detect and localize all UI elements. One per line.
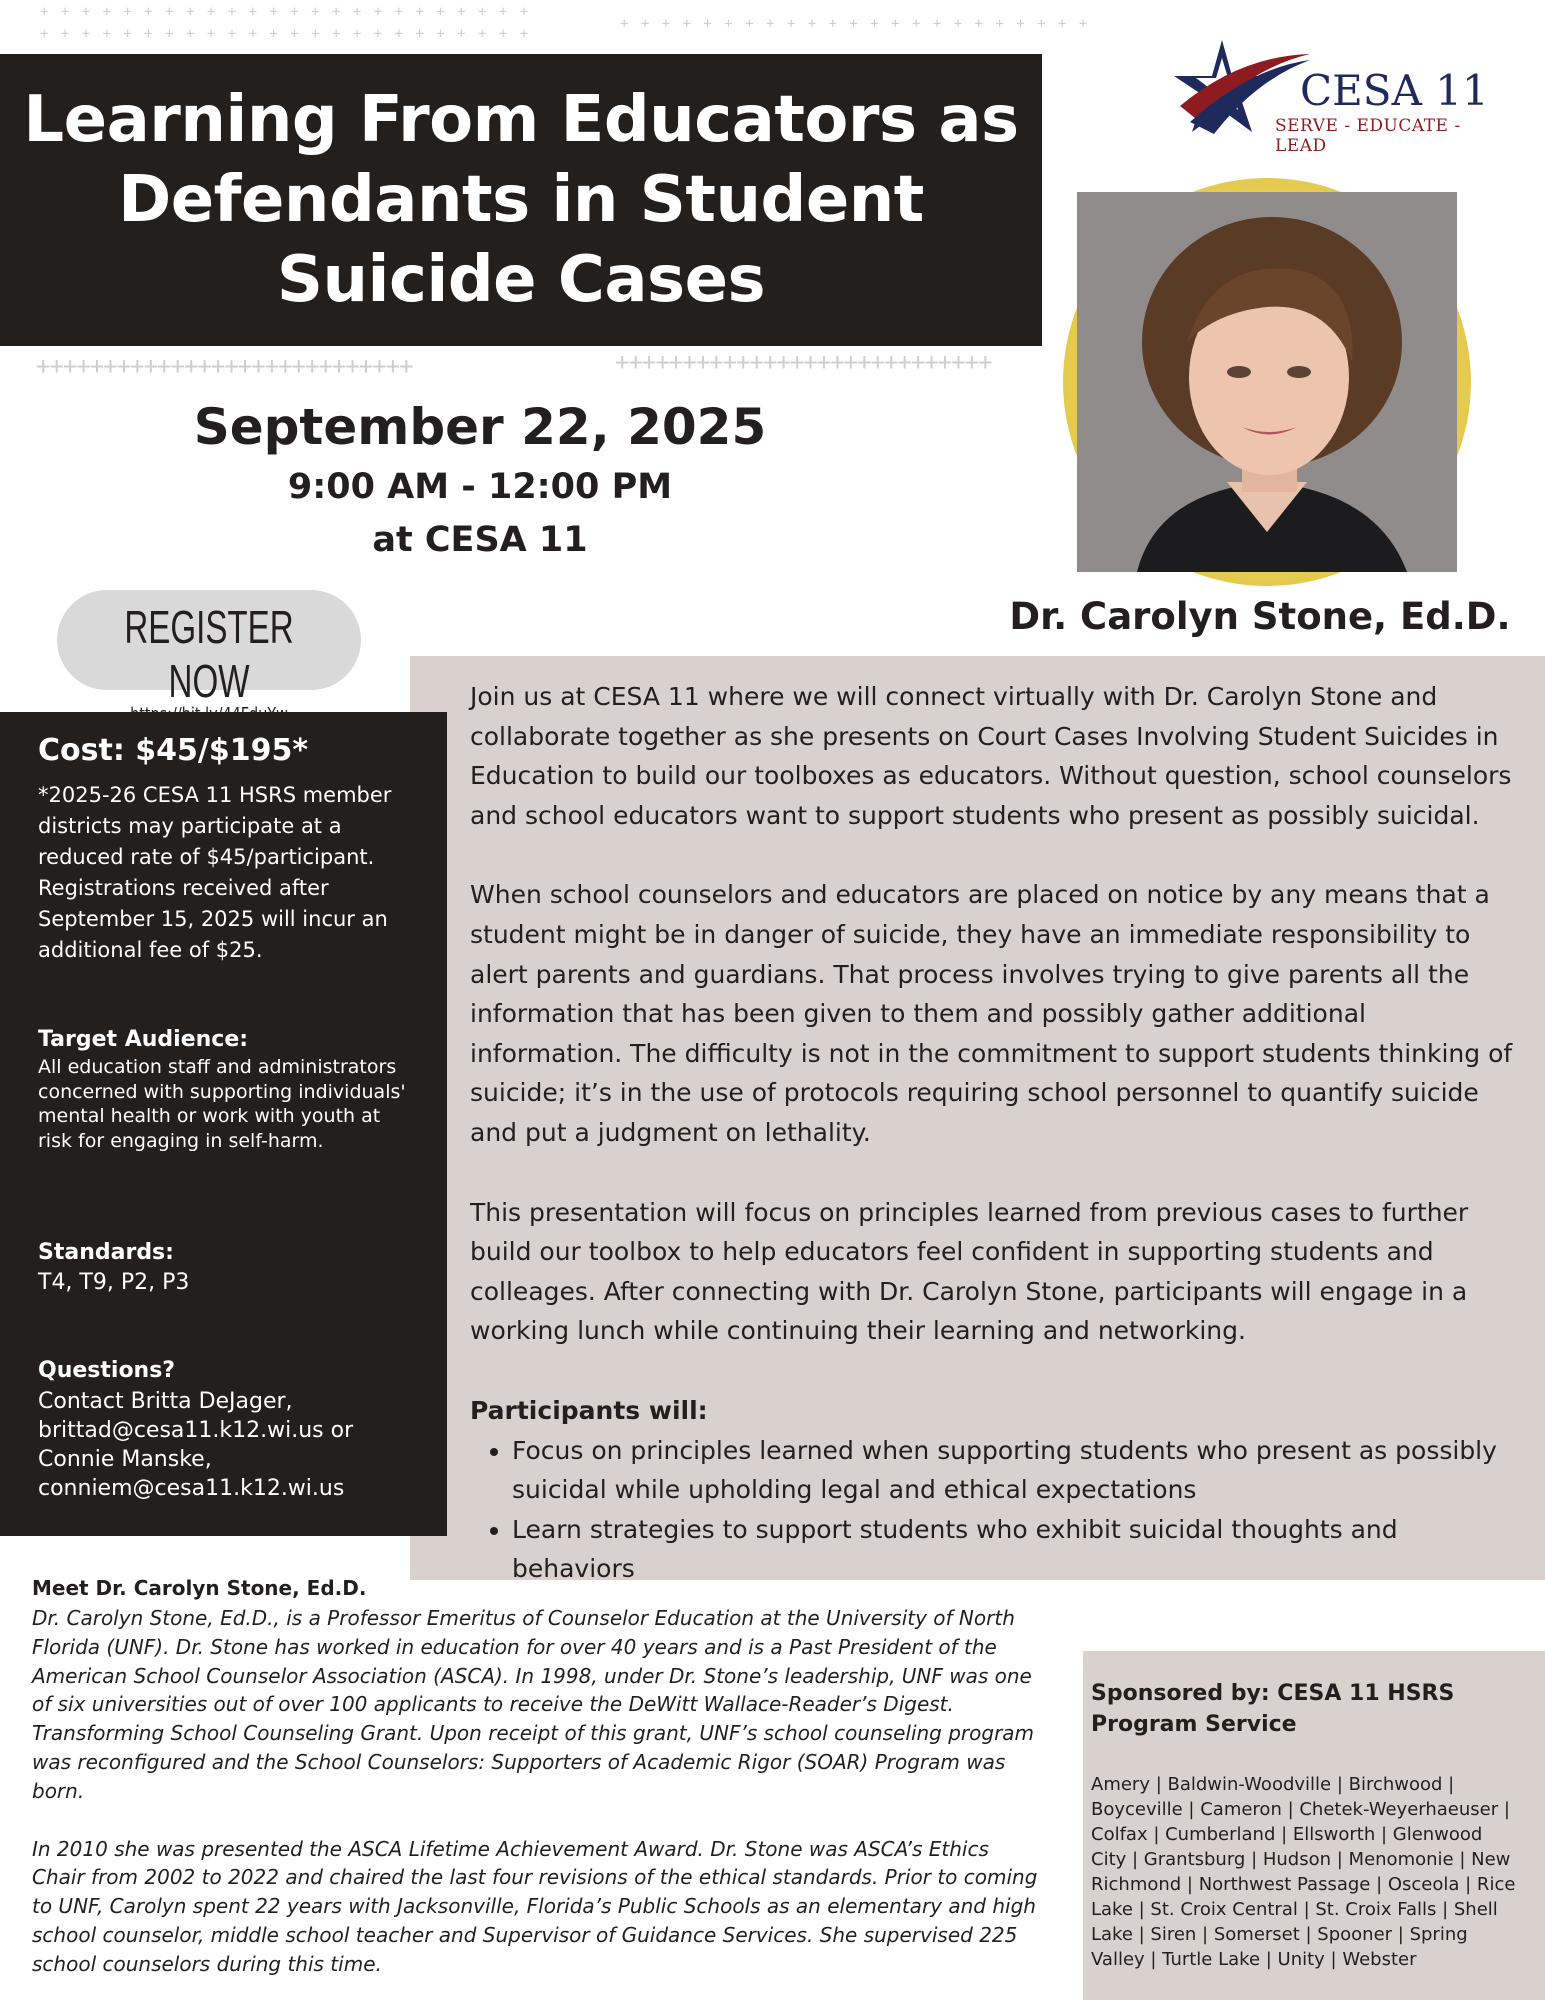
description-paragraph: When school counselors and educators are placed on notice by any means that a student might be in danger of suicide, they have an immediate responsibility to alert parents and guardians. That process involves trying to give parents all the information that has been given to them and possibly gather additional information. The difficulty is not in the commitment to support students thinking of suicide; it’s in the use of protocols requiring school personnel to quantify suicide and put a judgment on lethality. <box>470 880 1513 1147</box>
standards-text: T4, T9, P2, P3 <box>38 1270 190 1295</box>
list-item: • Focus on principles learned when supporting students who present as possibly suicidal while upholding legal and ethical expectations <box>512 1431 1515 1510</box>
register-now-button[interactable] <box>57 590 361 707</box>
sponsor-districts: Amery | Baldwin-Woodville | Birchwood | Boyceville | Cameron | Chetek-Weyerhaeuser | Colfax | Cumberland | Ellsworth | Glenwood City | Grantsburg | Hudson | Menomonie | New Richmond | Northwest Passage | Osceola | Rice Lake | St. Croix Central | St. Croix Falls | Shell Lake | Siren | Somerset | Spooner | Spring Valley | Turtle Lake | Unity | Webster <box>1091 1774 1516 1970</box>
decorative-plus-row: + + + + + + + + + + + + + + + + + + + + + + + <box>620 16 1090 32</box>
standards-heading: Standards: <box>38 1240 174 1265</box>
description-paragraph: Join us at CESA 11 where we will connect virtually with Dr. Carolyn Stone and collaborate together as she presents on Court Cases Involving Student Suicides in Education to build our toolboxes as educators. Without question, school counselors and school educators want to support students who present as possibly suicidal. <box>470 682 1512 830</box>
event-title: Learning From Educators as Defendants in Student Suicide Cases <box>23 83 1019 317</box>
description-paragraph: This presentation will focus on principles learned from previous cases to further build our toolbox to help educators feel confident in supporting students and colleages. After connecting with Dr. Carolyn Stone, participants will engage in a working lunch while continuing their learning and networking. <box>470 1197 1469 1346</box>
decorative-plus-row: ++++++++++++++++++++++++++++ <box>615 348 992 376</box>
bio-paragraph: In 2010 she was presented the ASCA Lifetime Achievement Award. Dr. Stone was ASCA’s Ethics Chair from 2002 to 2022 and chaired the last four revisions of the ethical standards. Prior to coming to UNF, Carolyn spent 22 years with Jacksonville, Florida’s Public Schools as an elementary and high school counselor, middle school teacher and Supervisor of Guidance Services. She supervised 225 school counselors during this time. <box>32 1836 1038 1976</box>
list-item: • Learn strategies to support students who exhibit suicidal thoughts and behaviors <box>512 1510 1515 1589</box>
description-text <box>470 677 1515 1589</box>
sponsor-heading: Sponsored by: CESA 11 HSRS Program Service <box>1091 1681 1455 1737</box>
contact-line: Connie Manske, <box>38 1447 212 1472</box>
bio-paragraph: Dr. Carolyn Stone, Ed.D., is a Professor Emeritus of Counselor Education at the University of North Florida (UNF). Dr. Stone has worked in education for over 40 years and is a Past President of the American School Counselor Association (ASCA). In 1998, under Dr. Stone’s leadership, UNF was one of six universities out of over 100 applicants to receive the DeWitt Wallace-Reader’s Digest. Transforming School Counseling Grant. Upon receipt of this grant, UNF’s school counseling program was reconfigured and the School Counselors: Supporters of Academic Rigor (SOAR) Program was born. <box>32 1606 1035 1803</box>
contact-email-link[interactable]: conniem@cesa11.k12.wi.us <box>38 1476 345 1501</box>
audience-text: All education staff and administrators concerned with supporting individuals' mental health or work with youth at risk for engaging in self-harm. <box>38 1056 406 1152</box>
decorative-plus-row: + + + + + + + + + + + + + + + + + + + + + + + + <box>40 4 531 20</box>
cost-note: *2025-26 CESA 11 HSRS member districts may participate at a reduced rate of $45/participant. Registrations received after September 15, 2025 will incur an additional fee of $25. <box>38 783 392 962</box>
event-time: 9:00 AM - 12:00 PM <box>287 467 673 507</box>
questions-contact <box>38 1387 418 1503</box>
logo-name: CESA 11 <box>1300 66 1489 115</box>
contact-email-link[interactable]: brittad@cesa11.k12.wi.us or <box>38 1418 354 1443</box>
questions-heading: Questions? <box>38 1358 176 1383</box>
title-banner <box>0 54 1042 346</box>
cesa-logo <box>1160 36 1500 156</box>
contact-line: Contact Britta DeJager, <box>38 1389 293 1414</box>
bio-text <box>32 1604 1047 2008</box>
portrait-icon <box>1077 192 1457 572</box>
cost-title: Cost: $45/$195* <box>38 733 309 768</box>
speaker-photo <box>1077 192 1457 572</box>
register-label: REGISTER NOW <box>124 601 294 707</box>
decorative-plus-row: + + + + + + + + + + + + + + + + + + + + + + + + <box>40 26 531 42</box>
audience-heading: Target Audience: <box>38 1027 249 1052</box>
speaker-name: Dr. Carolyn Stone, Ed.D. <box>1009 595 1511 638</box>
bio-heading: Meet Dr. Carolyn Stone, Ed.D. <box>32 1576 367 1600</box>
participants-heading: Participants will: <box>470 1395 708 1425</box>
participants-list <box>470 1431 1515 1589</box>
logo-tagline: SERVE - EDUCATE - LEAD <box>1275 116 1461 156</box>
decorative-plus-row: ++++++++++++++++++++++++++++ <box>36 352 413 380</box>
event-location: at CESA 11 <box>372 520 588 560</box>
event-date: September 22, 2025 <box>193 398 767 456</box>
